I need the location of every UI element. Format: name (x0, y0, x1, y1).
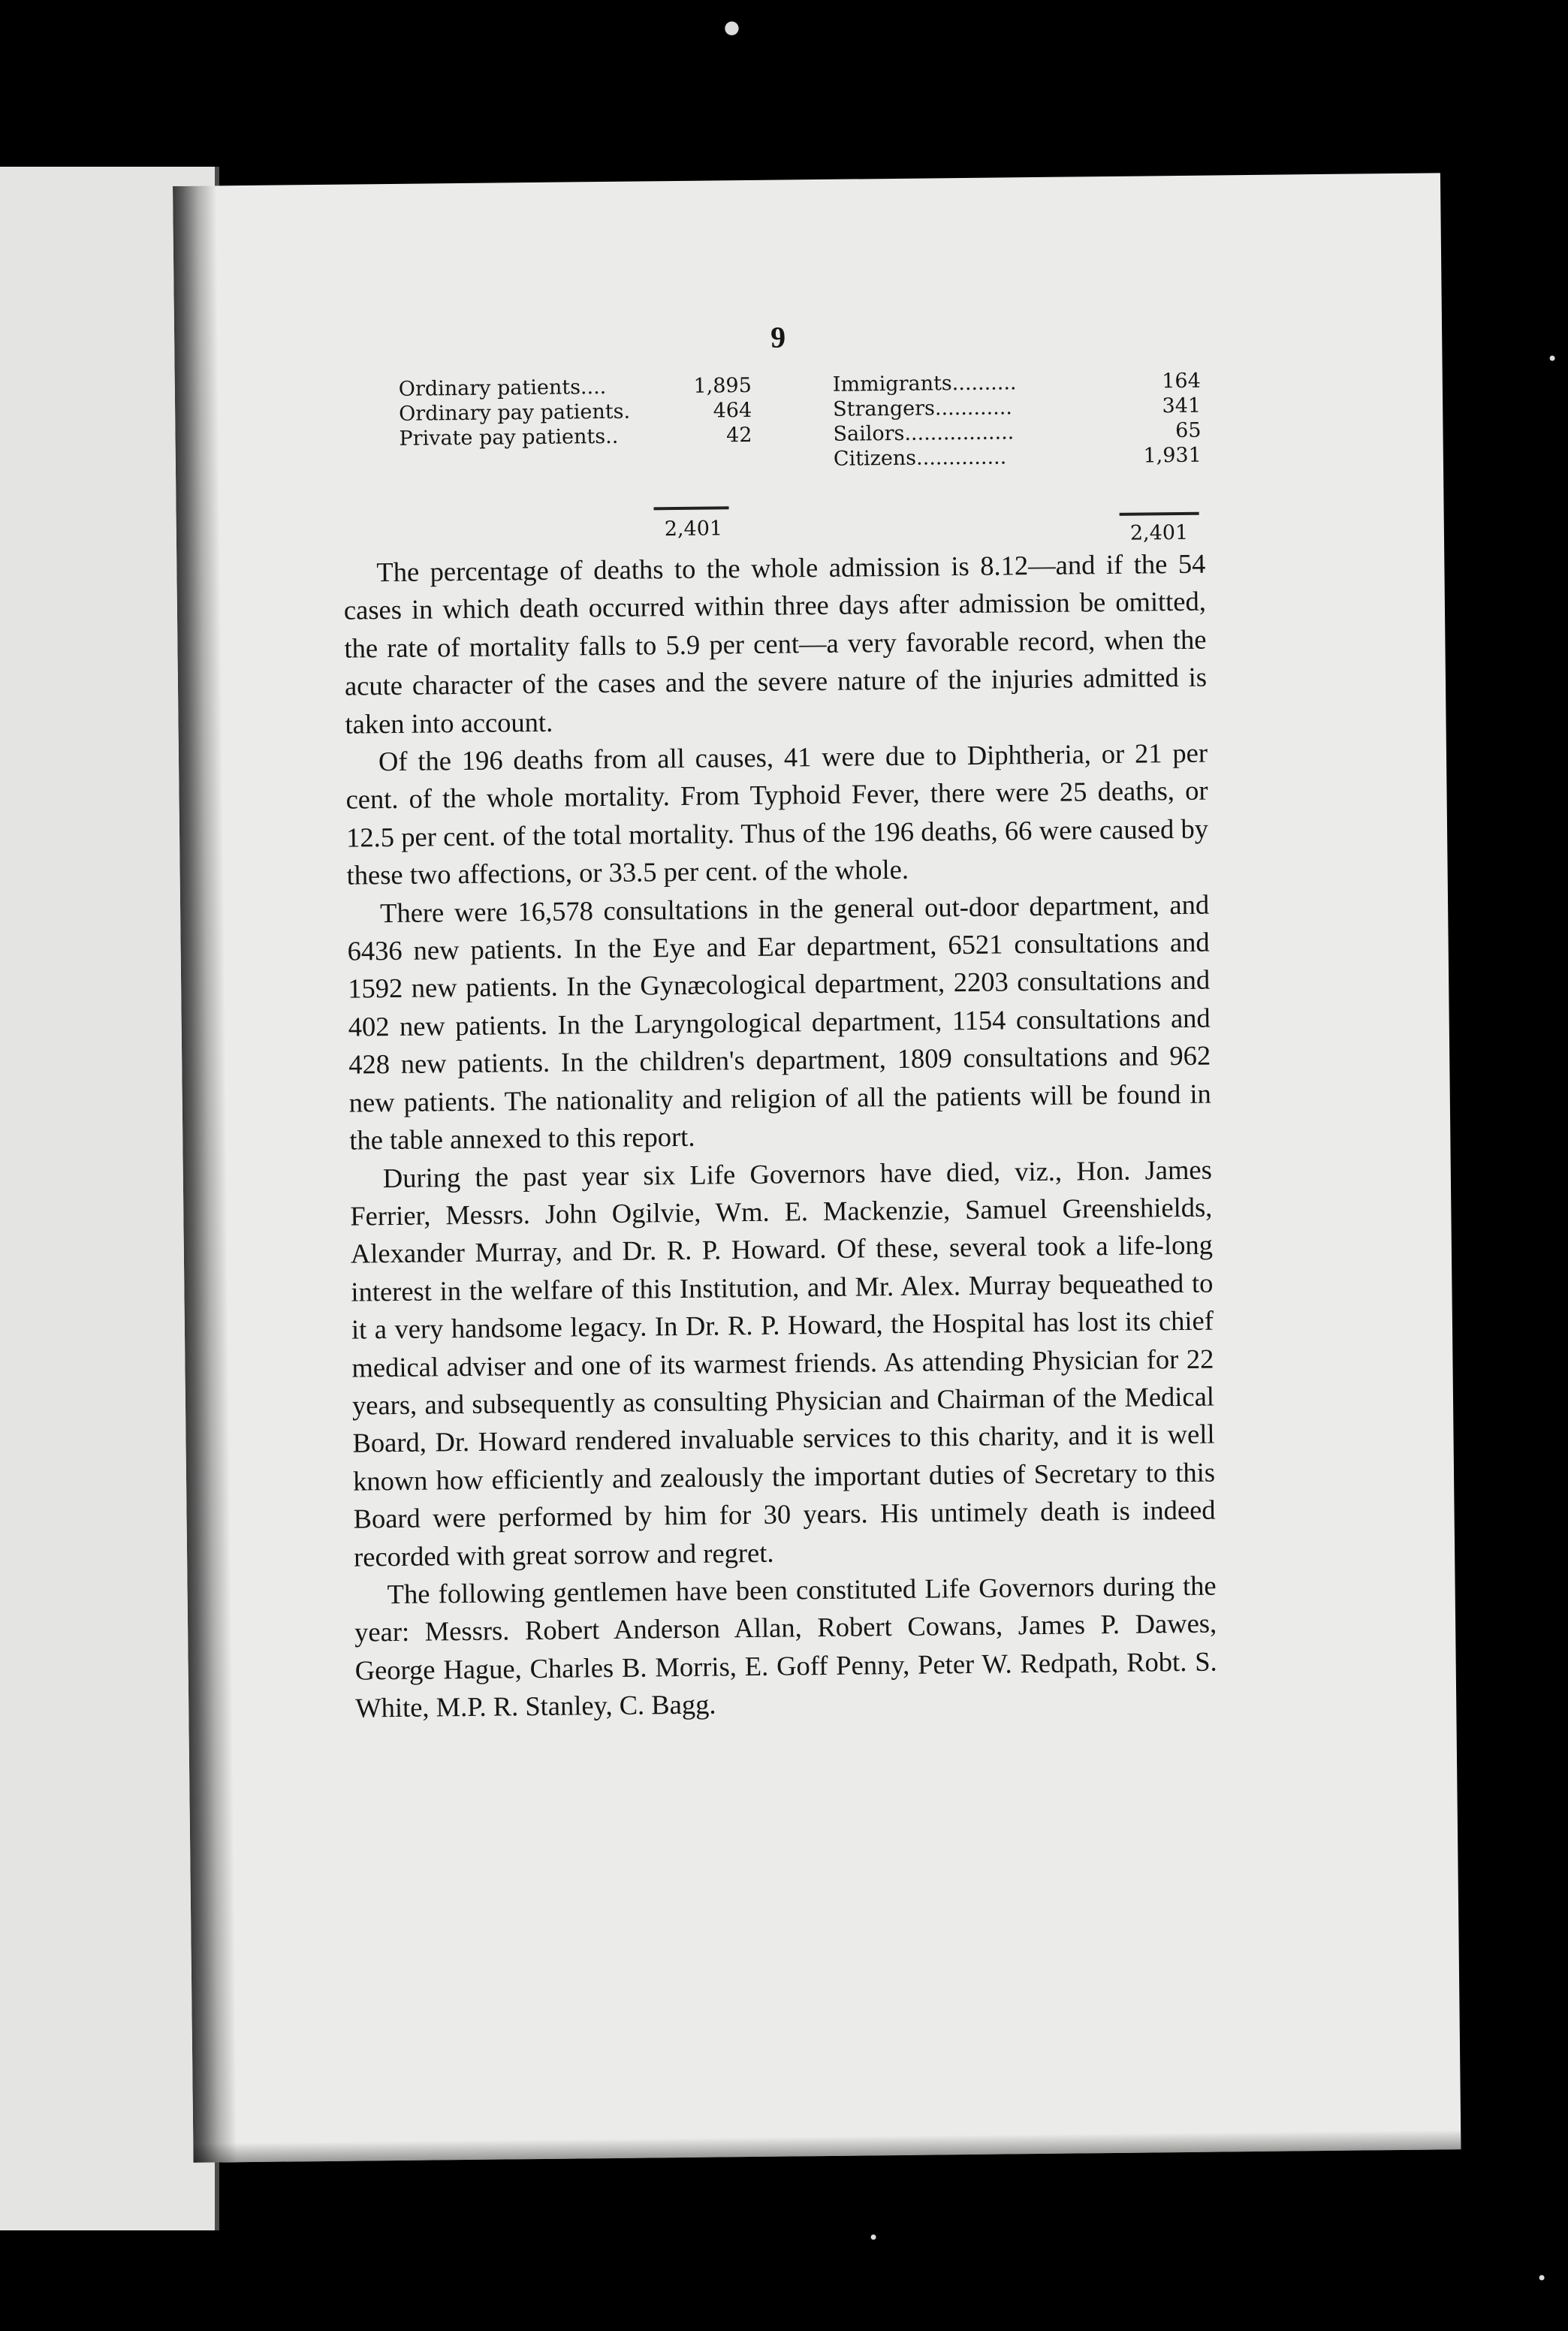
row-value: 1,931 (1143, 443, 1202, 468)
row-label: Private pay patients.. (399, 424, 619, 451)
paragraph-deceased-governors: During the past year six Life Governors have died, viz., Hon. James Ferrier, Messrs. John Ogilvie, Wm. E. Mackenzie, Samuel Greenshields, Alexander Murray, and Dr. R. P. Howard. Of these, several took a life-long interest in the welfare of this Institution, and Mr. Alex. Murray bequeathed to it a very handsome legacy. In Dr. R. P. Howard, the Hospital has lost its chief medical adviser and one of its warmest friends. As attending Physician for 22 years, and subsequently as consulting Physician and Chairman of the Medical Board, Dr. Howard rendered invaluable services to this charity, and it is well known how efficiently and zealously the important duties of Secretary to this Board were performed by him for 30 years. His untimely death is indeed recorded with great sorrow and regret. (350, 1153, 1216, 1573)
row-label: Ordinary patients.... (398, 375, 607, 401)
dust-speck-icon: • (868, 2227, 879, 2248)
row-value: 464 (713, 398, 752, 423)
paragraph-mortality-rate: The percentage of deaths to the whole admission is 8.12—and if the 54 cases in which death occurred within three days after admission be omitted, the rate of mortality falls to 5.9 per cent—a very favorable record, when the acute character of the cases and the severe nature of the injuries admitted is taken into account. (343, 547, 1208, 740)
row-label: Sailors................. (833, 421, 1015, 446)
row-value: 341 (1162, 394, 1202, 418)
sum-rule (654, 506, 729, 510)
admissions-by-class-table (833, 369, 1202, 472)
paragraph-new-governors: The following gentlemen have been constituted Life Governors during the year: Messrs. Robert Anderson Allan, Robert Cowans, James P. Dawes, George Hague, Charles B. Morris, E. Goff Penny, Peter W. Redpath, Robt. S. White, M.P. R. Stanley, C. Bagg. (354, 1570, 1217, 1723)
dust-speck-icon: • (1536, 2268, 1548, 2289)
report-body (343, 545, 1217, 1728)
dust-speck-icon: ● (724, 17, 740, 38)
row-label: Ordinary pay patients. (399, 400, 631, 426)
paragraph-causes-of-death: Of the 196 deaths from all causes, 41 were due to Diphtheria, or 21 per cent. of the whole mortality. From Typhoid Fever, there were 25 deaths, or 12.5 per cent. of the total mortality. Thus of the 196 deaths, 66 were caused by these two affections, or 33.5 per cent. of the whole. (345, 737, 1209, 891)
table-row (399, 374, 752, 403)
admissions-by-type-total: 2,401 (664, 517, 723, 541)
sum-rule (1120, 512, 1199, 516)
page-number: 9 (770, 320, 786, 354)
row-label: Immigrants.......... (832, 371, 1017, 397)
row-value: 42 (725, 423, 752, 448)
document-page (173, 173, 1461, 2163)
table-row (833, 419, 1201, 448)
row-value: 1,895 (693, 373, 752, 398)
table-row (833, 394, 1201, 423)
table-row (399, 424, 752, 452)
row-value: 164 (1162, 369, 1201, 394)
table-row (399, 399, 752, 427)
page-edge-shadow (193, 2130, 1461, 2163)
dust-speck-icon: • (1547, 348, 1558, 369)
table-row (833, 369, 1201, 398)
row-label: Strangers............ (832, 396, 1013, 421)
admissions-by-class-total: 2,401 (1129, 520, 1189, 545)
row-value: 65 (1174, 418, 1202, 443)
admissions-by-type-table (399, 374, 752, 452)
paragraph-consultations: There were 16,578 consultations in the general out-door department, and 6436 new patients. In the Eye and Ear department, 6521 consultations and 1592 new patients. In the Gynæcological department, 2203 consultations and 402 new patients. In the Laryngological department, 1154 consultations and 428 new patients. In the children's department, 1809 consultations and 962 new patients. The nationality and religion of all the patients will be found in the table annexed to this report. (347, 888, 1211, 1156)
table-row (834, 444, 1202, 472)
row-label: Citizens.............. (833, 445, 1007, 471)
